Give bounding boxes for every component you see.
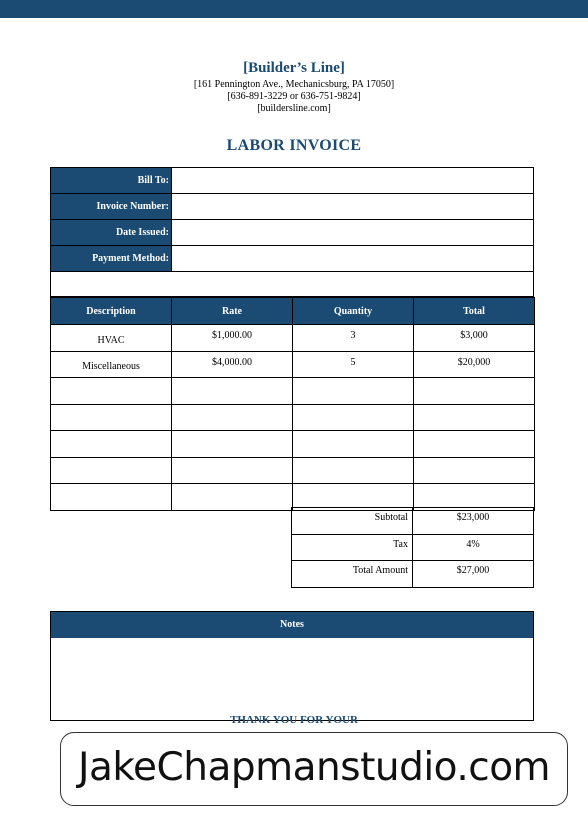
date-issued-row: [51, 220, 533, 246]
company-phone: [636-891-3229 or 636-751-9824]: [227, 91, 361, 102]
item-description[interactable]: [51, 404, 172, 431]
bill-info-block: [50, 167, 534, 297]
bill-to-label: Bill To:: [51, 168, 171, 193]
item-total[interactable]: [414, 404, 535, 431]
date-issued-label: Date Issued:: [51, 220, 171, 245]
item-rate[interactable]: $4,000.00: [172, 351, 293, 378]
thank-you-text: THANK YOU FOR YOUR: [230, 714, 358, 726]
table-row: [51, 404, 535, 431]
top-accent-bar: [0, 0, 588, 18]
item-quantity[interactable]: [293, 457, 414, 484]
bill-to-field[interactable]: [171, 168, 533, 193]
invoice-number-row: [51, 194, 533, 220]
header-rate: Rate: [172, 298, 293, 325]
watermark-banner: JakeChapmanstudio.com: [60, 732, 568, 806]
company-address: [161 Pennington Ave., Mechanicsburg, PA 17050]: [193, 79, 395, 90]
item-rate[interactable]: [172, 484, 293, 511]
company-name: [Builder’s Line]: [243, 60, 345, 76]
payment-method-field[interactable]: [171, 246, 533, 271]
tax-value[interactable]: 4%: [413, 534, 534, 561]
invoice-title: LABOR INVOICE: [226, 137, 362, 154]
subtotal-row: [292, 508, 534, 535]
table-row: [51, 351, 535, 378]
subtotal-value[interactable]: $23,000: [413, 508, 534, 535]
payment-method-row: [51, 246, 533, 272]
totals-table: [291, 507, 534, 588]
header-total: Total: [414, 298, 535, 325]
item-description[interactable]: HVAC: [51, 325, 172, 352]
notes-heading: Notes: [51, 612, 533, 638]
item-quantity[interactable]: 3: [293, 325, 414, 352]
item-description[interactable]: [51, 484, 172, 511]
item-rate[interactable]: [172, 457, 293, 484]
header-quantity: Quantity: [293, 298, 414, 325]
item-quantity[interactable]: [293, 431, 414, 458]
subtotal-label: Subtotal: [292, 508, 413, 535]
table-row: [51, 457, 535, 484]
payment-method-label: Payment Method:: [51, 246, 171, 271]
invoice-number-field[interactable]: [171, 194, 533, 219]
table-row: [51, 325, 535, 352]
item-description[interactable]: Miscellaneous: [51, 351, 172, 378]
item-description[interactable]: [51, 378, 172, 405]
items-header-row: [51, 298, 535, 325]
item-total[interactable]: $20,000: [414, 351, 535, 378]
table-row: [51, 378, 535, 405]
item-rate[interactable]: $1,000.00: [172, 325, 293, 352]
item-total[interactable]: $3,000: [414, 325, 535, 352]
item-total[interactable]: [414, 378, 535, 405]
bill-to-row: [51, 168, 533, 194]
tax-row: [292, 534, 534, 561]
item-total[interactable]: [414, 431, 535, 458]
tax-label: Tax: [292, 534, 413, 561]
item-quantity[interactable]: 5: [293, 351, 414, 378]
item-description[interactable]: [51, 457, 172, 484]
table-row: [51, 431, 535, 458]
notes-box: [50, 611, 534, 721]
company-website: [buildersline.com]: [257, 103, 331, 114]
total-amount-value[interactable]: $27,000: [413, 561, 534, 588]
notes-field[interactable]: [51, 638, 533, 720]
item-total[interactable]: [414, 457, 535, 484]
total-amount-label: Total Amount: [292, 561, 413, 588]
invoice-number-label: Invoice Number:: [51, 194, 171, 219]
item-rate[interactable]: [172, 404, 293, 431]
total-amount-row: [292, 561, 534, 588]
item-rate[interactable]: [172, 378, 293, 405]
item-quantity[interactable]: [293, 378, 414, 405]
date-issued-field[interactable]: [171, 220, 533, 245]
items-table: [50, 297, 535, 511]
header-description: Description: [51, 298, 172, 325]
item-description[interactable]: [51, 431, 172, 458]
item-rate[interactable]: [172, 431, 293, 458]
item-quantity[interactable]: [293, 404, 414, 431]
